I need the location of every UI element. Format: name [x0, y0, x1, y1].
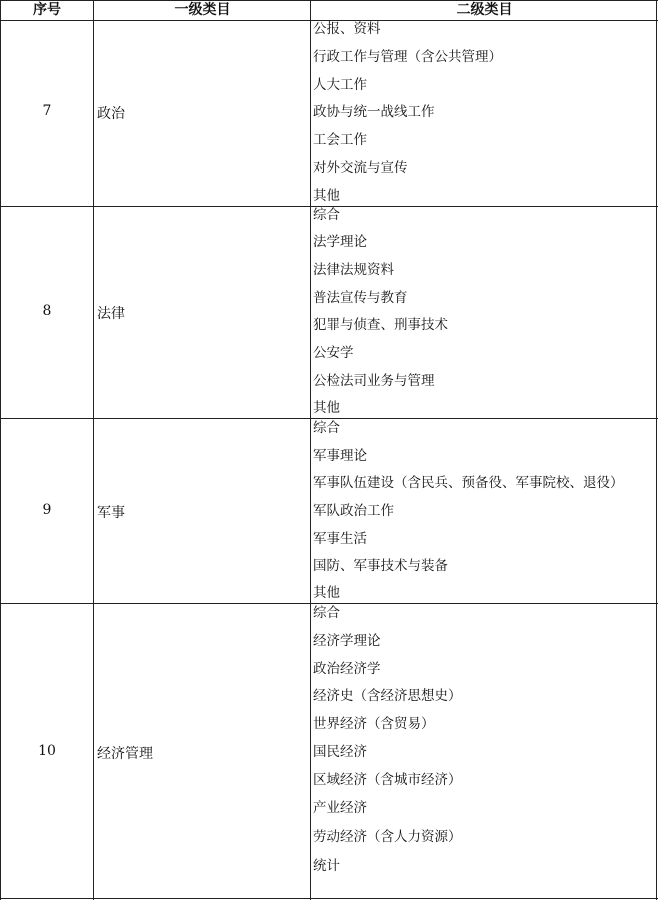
- column-divider: [93, 0, 94, 900]
- level2-category: 军事理论: [313, 448, 367, 464]
- table-border-top: [0, 0, 658, 1]
- level2-category: 政治经济学: [313, 661, 381, 677]
- level1-category: 军事: [97, 505, 125, 521]
- level2-category: 公检法司业务与管理: [313, 373, 435, 389]
- level2-category: 综合: [313, 207, 340, 223]
- header-level1: 一级类目: [174, 2, 231, 18]
- level2-category: 行政工作与管理（含公共管理）: [313, 49, 502, 65]
- table-border-bottom: [0, 898, 658, 899]
- level2-category: 公安学: [313, 345, 354, 361]
- header-level2: 二级类目: [456, 2, 513, 18]
- level2-category: 区域经济（含城市经济）: [313, 772, 462, 788]
- level2-category: 其他: [313, 188, 340, 204]
- level2-category: 普法宣传与教育: [313, 290, 408, 306]
- level2-category: 其他: [313, 585, 340, 601]
- level2-category: 人大工作: [313, 77, 367, 93]
- level1-category: 法律: [97, 306, 125, 322]
- row-index: 9: [42, 502, 52, 518]
- table-border-right: [656, 0, 657, 900]
- header-index: 序号: [33, 2, 61, 18]
- level2-category: 经济学理论: [313, 633, 381, 649]
- level2-category: 产业经济: [313, 800, 367, 816]
- level2-category: 世界经济（含贸易）: [313, 716, 435, 732]
- level2-category: 军队政治工作: [313, 503, 394, 519]
- level1-category: 政治: [97, 106, 125, 122]
- level2-category: 军事生活: [313, 531, 367, 547]
- level2-category: 统计: [313, 858, 340, 874]
- level2-category: 经济史（含经济思想史）: [313, 688, 462, 704]
- level2-category: 政协与统一战线工作: [313, 104, 435, 120]
- row-index: 8: [42, 303, 52, 319]
- level2-category: 综合: [313, 605, 340, 621]
- level2-category: 劳动经济（含人力资源）: [313, 829, 462, 845]
- level2-category: 国防、军事技术与装备: [313, 558, 448, 574]
- level2-category: 犯罪与侦查、刑事技术: [313, 317, 448, 333]
- level2-category: 综合: [313, 420, 340, 436]
- table-border-left: [0, 0, 1, 900]
- row-index: 7: [42, 103, 52, 119]
- level1-category: 经济管理: [97, 746, 153, 762]
- level2-category: 其他: [313, 400, 340, 416]
- level2-category: 军事队伍建设（含民兵、预备役、军事院校、退役）: [313, 475, 624, 491]
- column-divider: [310, 0, 311, 900]
- level2-category: 法学理论: [313, 234, 367, 250]
- level2-category: 工会工作: [313, 132, 367, 148]
- level2-category: 对外交流与宣传: [313, 160, 408, 176]
- row-index: 10: [38, 743, 56, 759]
- level2-category: 法律法规资料: [313, 262, 394, 278]
- level2-category: 公报、资料: [313, 21, 381, 37]
- level2-category: 国民经济: [313, 744, 367, 760]
